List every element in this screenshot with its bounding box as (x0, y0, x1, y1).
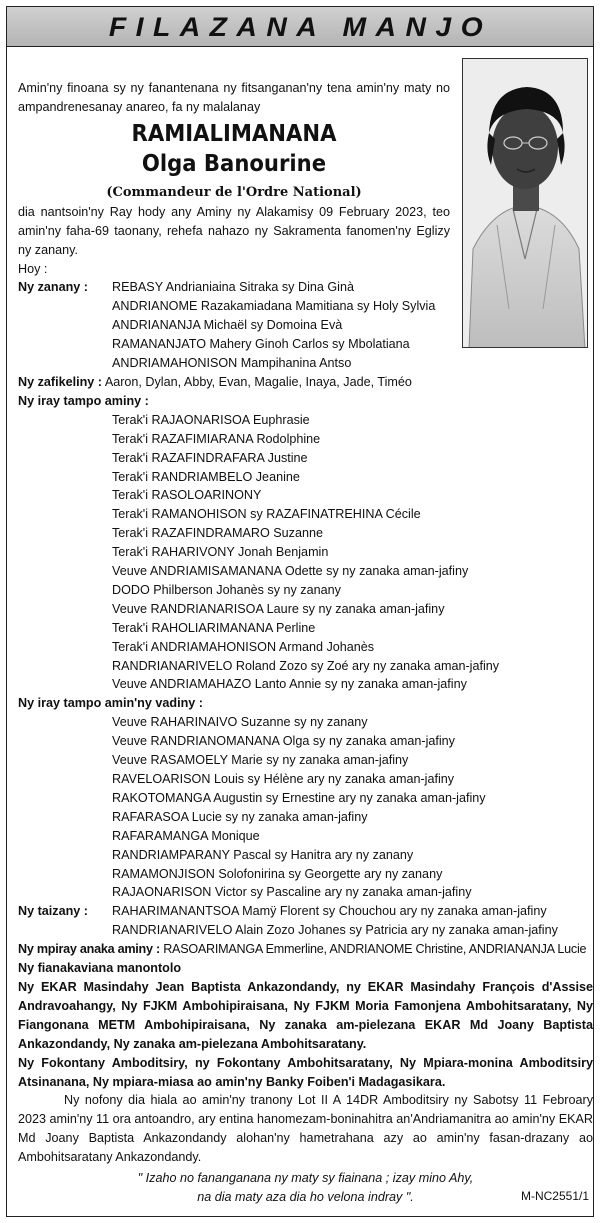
list-item: Terak'i RAJAONARISOA Euphrasie (112, 412, 310, 427)
list-item: RAHARIMANANTSOA Mamÿ Florent sy Chouchou ary ny zanaka aman-jafiny (112, 904, 547, 919)
list-item: ANDRIANANJA Michaël sy Domoina Evà (112, 318, 343, 333)
cousins-label: Ny taizany : (18, 904, 88, 919)
list-item: Veuve ANDRIAMAHAZO Lanto Annie sy ny zanaka aman-jafiny (112, 677, 467, 692)
grandchildren-names: Aaron, Dylan, Abby, Evan, Magalie, Inaya, Jade, Timéo (104, 374, 412, 389)
friends-label: Ny fianakaviana manontolo (18, 961, 182, 976)
list-item: Veuve RANDRIANOMANANA Olga sy ny zanaka aman-jafiny (112, 734, 455, 749)
list-item: Terak'i RAHOLIARIMANANA Perline (112, 620, 316, 635)
spouse-siblings-list (18, 713, 593, 902)
list-item: Terak'i RAZAFINDRAFARA Justine (112, 450, 308, 465)
list-item: ANDRIAMAHONISON Mampihanina Antso (112, 356, 352, 371)
deceased-given-names: Olga Banourine (141, 150, 327, 177)
list-item: Terak'i RAZAFIMIARANA Rodolphine (112, 431, 321, 446)
intro-text: Amin'ny finoana sy ny fanantenana ny fitsanganan'ny tena amin'ny maty no ampandrenesanay anareo, fa ny malalanay (18, 81, 450, 114)
list-item: Terak'i RAHARIVONY Jonah Benjamin (112, 545, 329, 560)
list-item: Veuve ANDRIAMISAMANANA Odette sy ny zanaka aman-jafiny (112, 564, 469, 579)
list-item: ANDRIANOME Razakamiadana Mamitiana sy Holy Sylvia (112, 299, 436, 314)
siblings-section (18, 392, 593, 695)
list-item: Veuve RAHARINAIVO Suzanne sy ny zanany (112, 715, 368, 730)
list-item: RAFARAMANGA Monique (112, 828, 260, 843)
death-notice: dia nantsoin'ny Ray hody any Aminy ny Alakamisy 09 February 2023, teo amin'ny faha-69 taonany, rehefa nahazo ny Sakramenta fanomen'ny Eglizy ny zanany. (18, 204, 450, 257)
cousins-section (18, 902, 593, 940)
list-item: RANDRIANARIVELO Alain Zozo Johanes sy Patricia ary ny zanaka aman-jafiny (112, 923, 558, 938)
reference-code: M-NC2551/1 (520, 1189, 589, 1204)
banner-title: FILAZANA MANJO (108, 12, 492, 42)
funeral-details: Ny nofony dia hiala ao amin'ny tranony Lot II A 14DR Amboditsiry ny Sabotsy 11 Febroary 2023 amin'ny 11 ora antoandro, ary entina hanomezam-boninahitra an'Andriamanitra ao amin'ny EKAR Md Joany Baptista Ankazondandy alohan'ny hametrahana azy ao amin'ny fasan-drazany ao Ambohitsaratany Ankazondandy. (18, 1093, 593, 1165)
obituary-frame (6, 6, 594, 1217)
list-item: Veuve RANDRIANARISOA Laure sy ny zanaka aman-jafiny (112, 601, 445, 616)
list-item: RAMAMONJISON Solofonirina sy Georgette ary ny zanany (112, 866, 443, 881)
list-item: Terak'i ANDRIAMAHONISON Armand Johanès (112, 639, 375, 654)
list-item: RAFARASOA Lucie sy ny zanaka aman-jafiny (112, 809, 368, 824)
list-item: REBASY Andrianiaina Sitraka sy Dina Ginà (112, 280, 354, 295)
honor-title: (Commandeur de l'Ordre National) (106, 184, 362, 200)
obituary-content (18, 79, 593, 1207)
relatives-names: RASOARIMANGA Emmerline, ANDRIANOME Christine, ANDRIANANJA Lucie (163, 942, 587, 957)
list-item: RAJAONARISON Victor sy Pascaline ary ny zanaka aman-jafiny (112, 885, 472, 900)
spouse-siblings-label: Ny iray tampo amin'ny vadiny : (18, 696, 203, 711)
relatives-section (18, 940, 593, 959)
children-label: Ny zanany : (18, 280, 88, 295)
scripture-quote (18, 1169, 593, 1207)
quote-line-1: " Izaho no fananganana ny maty sy fiainana ; izay mino Ahy, (137, 1171, 474, 1186)
siblings-label: Ny iray tampo aminy : (18, 393, 149, 408)
list-item: Veuve RASAMOELY Marie sy ny zanaka aman-jafiny (112, 753, 409, 768)
list-item: RAMANANJATO Mahery Ginoh Carlos sy Mbolatiana (112, 337, 410, 352)
list-item: Terak'i RANDRIAMBELO Jeanine (112, 469, 300, 484)
hoy-label: Hoy : (18, 261, 48, 276)
spouse-siblings-section (18, 694, 593, 902)
communities-text: Ny Fokontany Amboditsiry, ny Fokontany Ambohitsaratany, Ny Mpiara-monina Amboditsiry Atsinanana, Ny mpiara-miasa ao amin'ny Banky Foiben'i Madagasikara. (18, 1055, 593, 1089)
churches-text: Ny EKAR Masindahy Jean Baptista Ankazondandy, ny EKAR Masindahy François d'Assise Andravoahangy, Ny FJKM Ambohipiraisana, Ny FJKM Moria Famonjena Ambohitsaratany, Ny Fiangonana METM Ambohipiraisana, Ny zanaka am-pielezana EKAR Md Joany Baptista Ankazondandy, Ny zanaka am-pielezana Ambohitsaratany. (18, 979, 593, 1051)
deceased-surname: RAMIALIMANANA (131, 120, 337, 147)
grandchildren-label: Ny zafikeliny : (18, 374, 102, 389)
list-item: RAVELOARISON Louis sy Hélène ary ny zanaka aman-jafiny (112, 772, 455, 786)
quote-line-2: na dia maty aza dia ho velona indray ". (197, 1189, 414, 1204)
list-item: RAKOTOMANGA Augustin sy Ernestine ary ny zanaka aman-jafiny (112, 790, 486, 805)
list-item: Terak'i RAZAFINDRAMARO Suzanne (112, 526, 323, 541)
cousins-list (112, 902, 558, 940)
relatives-label: Ny mpiray anaka aminy : (18, 942, 160, 957)
list-item: RANDRIAMPARANY Pascal sy Hanitra ary ny zanany (112, 847, 414, 862)
siblings-list (18, 411, 593, 695)
list-item: RANDRIANARIVELO Roland Zozo sy Zoé ary ny zanaka aman-jafiny (112, 658, 500, 673)
children-list (112, 278, 435, 373)
list-item: DODO Philberson Johanès sy ny zanany (112, 582, 341, 597)
grandchildren-section (18, 373, 593, 392)
list-item: Terak'i RASOLOARINONY (112, 488, 262, 503)
banner (7, 7, 593, 47)
list-item: Terak'i RAMANOHISON sy RAZAFINATREHINA Cécile (112, 507, 421, 522)
children-section (18, 278, 593, 373)
